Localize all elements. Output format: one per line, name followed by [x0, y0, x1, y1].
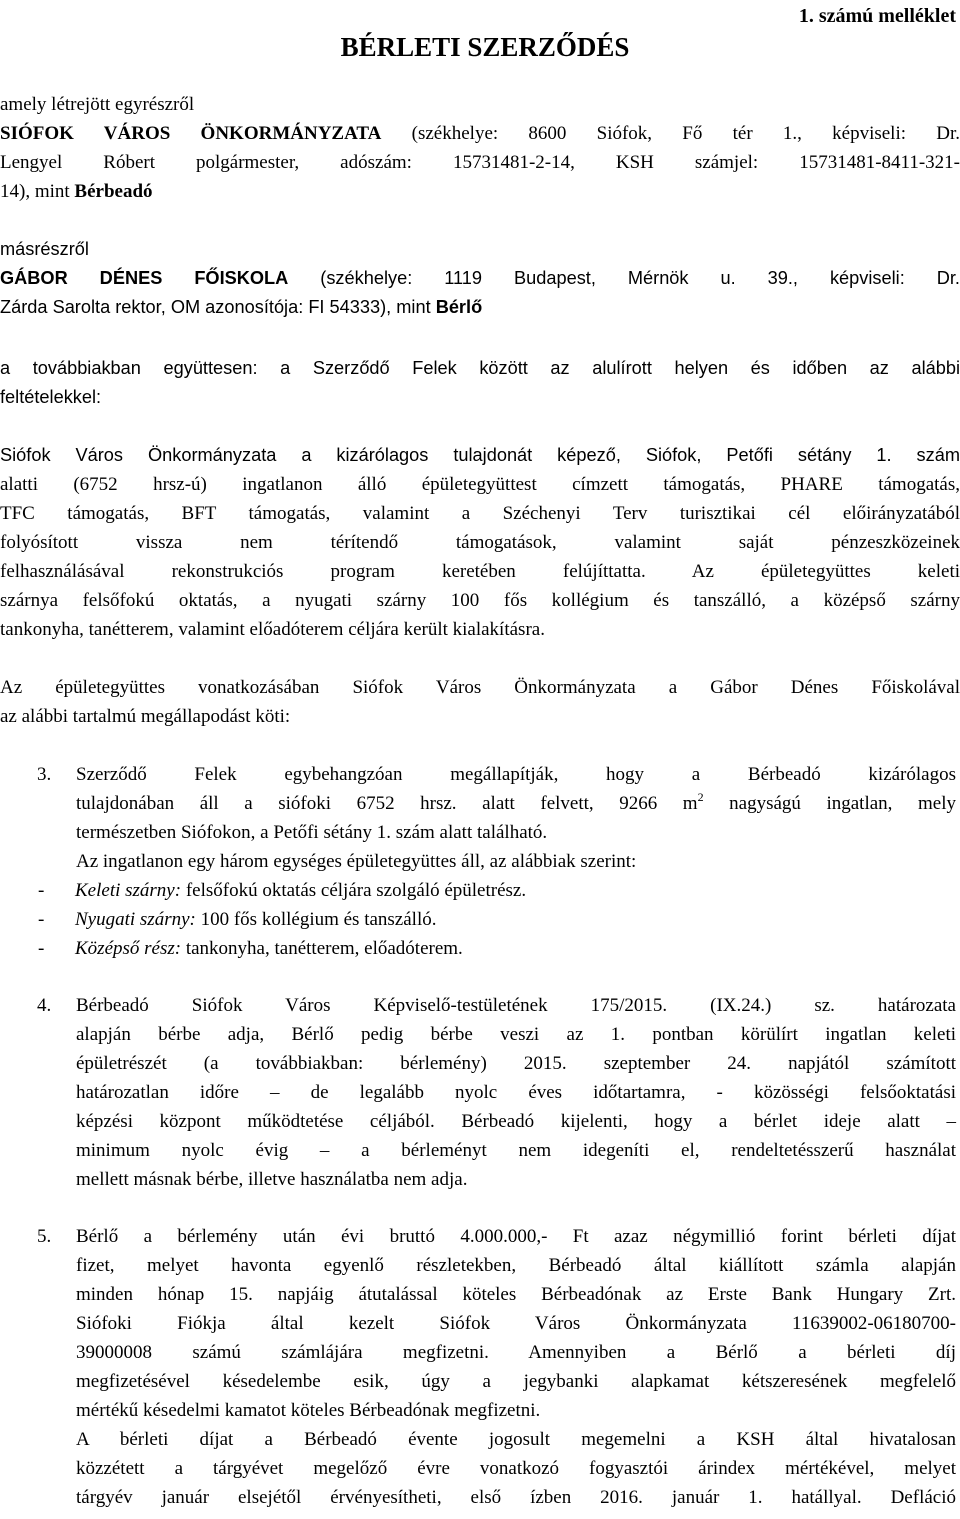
clause-4-line: határozatlan időre – de legalább nyolc éves időtartamra, - közösségi felsőoktatási	[76, 1082, 956, 1103]
party1-section	[0, 90, 960, 206]
party2-section	[0, 235, 960, 322]
clause-5-line: 39000008 számú számlájára megfizetni. Amennyiben a Bérlő a bérleti díj	[76, 1342, 956, 1363]
wing-item-west	[38, 905, 437, 934]
agreement-line: az alábbi tartalmú megállapodást köti:	[0, 706, 291, 727]
party1-line3	[0, 177, 960, 206]
property-line: felhasználásával rekonstrukciós program keretében felújíttatta. Az épületegyüttes keleti	[0, 561, 960, 582]
property-line: folyósított vissza nem térítendő támogatások, valamint saját pénzeszközeinek	[0, 532, 960, 553]
party1-name: SIÓFOK VÁROS ÖNKORMÁNYZATA	[0, 123, 382, 144]
parties-together-paragraph	[0, 354, 960, 412]
clause-4-line: mellett másnak bérbe, illetve használatba nem adja.	[76, 1169, 468, 1190]
clause-4-line: alapján bérbe adja, Bérlő pedig bérbe veszi az 1. pontban körülírt ingatlan keleti	[76, 1024, 956, 1045]
party1-line3-pre: 14), mint	[0, 181, 75, 202]
property-paragraph	[0, 441, 960, 644]
clause-5	[0, 1222, 960, 1519]
party1-role: Bérbeadó	[74, 181, 153, 202]
agreement-line: Az épületegyüttes vonatkozásában Siófok Város Önkormányzata a Gábor Dénes Főiskolával	[0, 677, 960, 698]
together-line: feltételekkel:	[0, 387, 102, 407]
wing-label: Keleti szárny:	[75, 880, 182, 901]
clause-5-line: A bérleti díjat a Bérbeadó évente jogosult megemelni a KSH által hivatalosan	[76, 1429, 956, 1450]
clause-5-line: Siófoki Fiókja által kezelt Siófok Város Önkormányzata 11639002-06180700-	[76, 1313, 956, 1334]
party1-line2: Lengyel Róbert polgármester, adószám: 15731481-2-14, KSH számjel: 15731481-8411-321-	[0, 152, 960, 173]
clause-3-body	[76, 760, 956, 876]
clause-number: 4.	[37, 995, 52, 1016]
clause-5-line: megfizetésével késedelembe esik, úgy a jegybanki alapkamat kétszeresének megfelelő	[76, 1371, 956, 1392]
property-line: alatti (6752 hrsz-ú) ingatlanon álló épületegyüttest címzett támogatás, PHARE támogatás,	[0, 474, 960, 495]
clause-4-line: épületrészét (a továbbiakban: bérlemény) 2015. szeptember 24. napjától számított	[76, 1053, 956, 1074]
clause-3	[0, 760, 960, 1000]
party2-line1	[0, 264, 960, 293]
wing-item-east	[38, 876, 526, 905]
party2-line2	[0, 293, 960, 322]
dash-bullet: -	[38, 880, 45, 901]
clause-3-line: Szerződő Felek egybehangzóan megállapítják, hogy a Bérbeadó kizárólagos	[76, 764, 956, 785]
clause-3-line2-pre: tulajdonában áll a siófoki 6752 hrsz. alatt felvett, 9266 m	[76, 793, 698, 814]
party2-line1-rest: (székhelye: 1119 Budapest, Mérnök u. 39., képviseli: Dr.	[288, 268, 960, 288]
clause-5-line: mértékű késedelmi kamatot köteles Bérbeadónak megfizetni.	[76, 1400, 541, 1421]
document-title	[0, 30, 960, 64]
party1-line1-rest: (székhelye: 8600 Siófok, Fő tér 1., képviseli: Dr.	[381, 123, 960, 144]
property-line: tankonyha, tanétterem, valamint előadóterem céljára került kialakításra.	[0, 619, 545, 640]
clause-5-line: tárgyév január elsejétől érvényesítheti, első ízben 2016. január 1. hatállyal. Defláció	[76, 1487, 956, 1508]
wing-text: felsőfokú oktatás céljára szolgáló épületrész.	[181, 880, 527, 901]
wing-label: Középső rész:	[75, 938, 182, 959]
wing-item-middle	[38, 934, 463, 963]
clause-4	[0, 991, 960, 1201]
property-line: szárnya felsőfokú oktatás, a nyugati szárny 100 fős kollégium és tanszálló, a középső szárny	[0, 590, 960, 611]
wing-label: Nyugati szárny:	[75, 909, 196, 930]
clause-number: 3.	[37, 764, 52, 785]
clause-4-line: képzési központ működtetése céljából. Bérbeadó kijelenti, hogy a bérlet ideje alatt –	[76, 1111, 956, 1132]
clause-3-line2-post: nagyságú ingatlan, mely	[703, 793, 956, 814]
wing-text: tankonyha, tanétterem, előadóterem.	[181, 938, 463, 959]
property-line: TFC támogatás, BFT támogatás, valamint a Széchenyi Terv turisztikai cél előirányzatából	[0, 503, 960, 524]
annex-label: 1. számú melléklet	[798, 5, 956, 27]
party1-line1	[0, 119, 960, 148]
clause-3-line	[76, 789, 956, 818]
party2-line2-pre: Zárda Sarolta rektor, OM azonosítója: FI 54333), mint	[0, 297, 436, 317]
clause-number: 5.	[37, 1226, 52, 1247]
clause-4-line: Bérbeadó Siófok Város Képviselő-testületének 175/2015. (IX.24.) sz. határozata	[76, 995, 956, 1016]
agreement-paragraph	[0, 673, 960, 731]
clause-5-body	[76, 1222, 956, 1512]
party2-name: GÁBOR DÉNES FŐISKOLA	[0, 268, 289, 288]
party2-role: Bérlő	[435, 297, 483, 317]
clause-3-line: Az ingatlanon egy három egységes épületegyüttes áll, az alábbiak szerint:	[76, 851, 637, 872]
clause-3-line: természetben Siófokon, a Petőfi sétány 1. szám alatt található.	[76, 822, 548, 843]
clause-5-line: közzétett a tárgyévet megelőző évre vonatkozó fogyasztói árindex mértékével, melyet	[76, 1458, 956, 1479]
wing-text: 100 fős kollégium és tanszálló.	[195, 909, 437, 930]
together-line: a továbbiakban együttesen: a Szerződő Felek között az alulírott helyen és időben az alábbi	[0, 358, 960, 378]
party2-intro: másrészről	[0, 239, 89, 259]
clause-5-line: minden hónap 15. napjáig átutalással köteles Bérbeadónak az Erste Bank Hungary Zrt.	[76, 1284, 956, 1305]
clause-5-line: fizet, melyet havonta egyenlő részletekben, Bérbeadó által kiállított számla alapján	[76, 1255, 956, 1276]
clause-5-line: Bérlő a bérlemény után évi bruttó 4.000.000,- Ft azaz négymillió forint bérleti díjat	[76, 1226, 956, 1247]
dash-bullet: -	[38, 909, 45, 930]
document-title-text: BÉRLETI SZERZŐDÉS	[340, 32, 630, 62]
clause-4-line: minimum nyolc évig – a bérleményt nem idegeníti el, rendeltetésszerű használat	[76, 1140, 956, 1161]
clause-4-body	[76, 991, 956, 1194]
party1-intro: amely létrejött egyrészről	[0, 94, 195, 115]
superscript: 2	[697, 790, 704, 804]
dash-bullet: -	[38, 938, 45, 959]
property-line: Siófok Város Önkormányzata a kizárólagos tulajdonát képező, Siófok, Petőfi sétány 1. szám	[0, 445, 960, 465]
